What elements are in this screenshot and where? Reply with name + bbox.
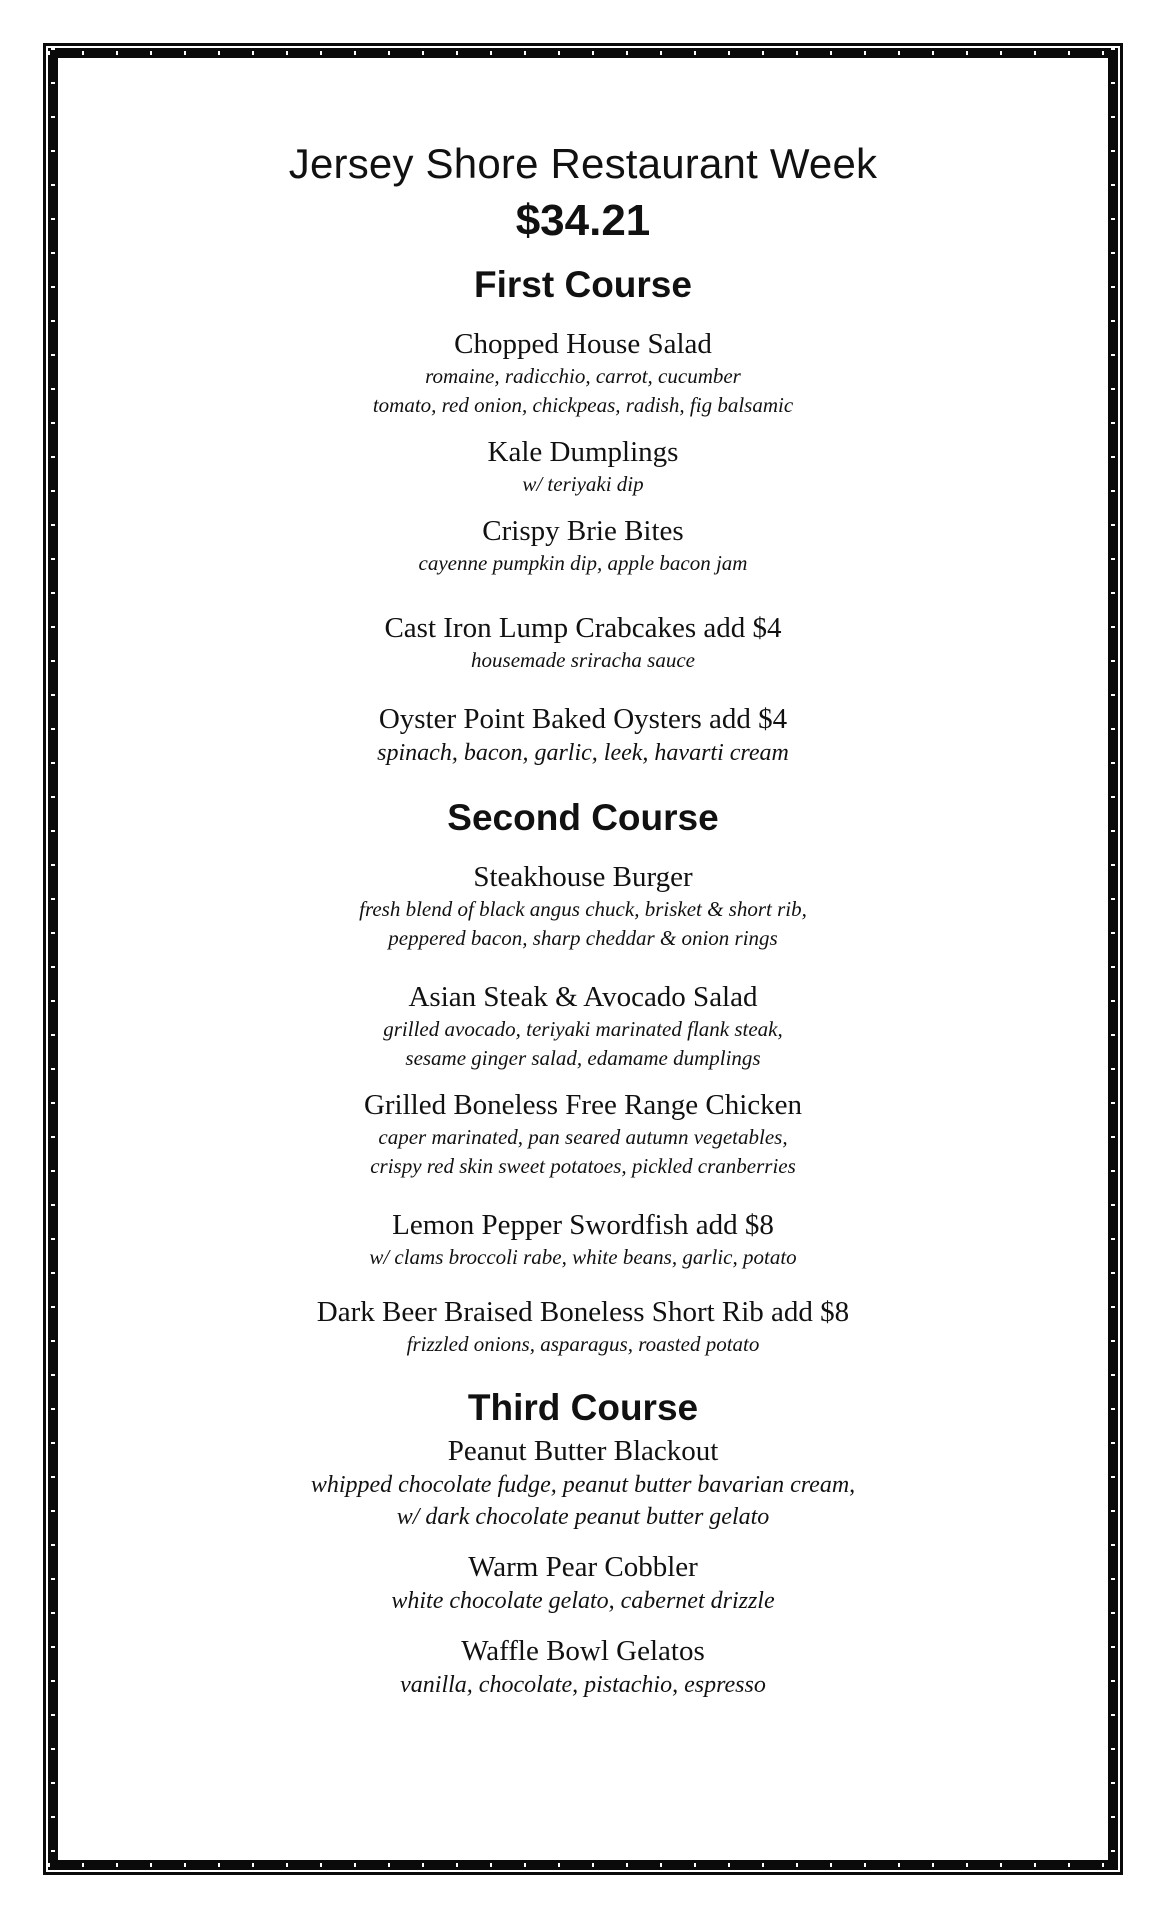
border-bottom-pattern <box>48 1863 1118 1867</box>
item-name: Dark Beer Braised Boneless Short Rib add $8 <box>316 1296 850 1328</box>
menu-item <box>58 979 1108 1073</box>
item-description: white chocolate gelato, cabernet drizzle <box>391 1588 775 1614</box>
item-description: grilled avocado, teriyaki marinated flank steak, <box>383 1017 783 1041</box>
course-title: Second Course <box>447 797 719 838</box>
item-name: Warm Pear Cobbler <box>468 1551 698 1583</box>
menu-item <box>58 859 1108 953</box>
menu-item <box>58 434 1108 499</box>
border-left-pattern <box>51 48 55 1870</box>
item-description: caper marinated, pan seared autumn vegetables, <box>378 1125 788 1149</box>
item-name: Asian Steak & Avocado Salad <box>408 981 758 1013</box>
item-description: romaine, radicchio, carrot, cucumber <box>425 364 741 388</box>
item-description: w/ clams broccoli rabe, white beans, garlic, potato <box>369 1245 797 1269</box>
item-name: Kale Dumplings <box>487 436 679 468</box>
menu-price: $34.21 <box>515 196 651 245</box>
second-course-section <box>58 797 1108 1359</box>
item-name: Crispy Brie Bites <box>482 515 684 547</box>
item-description: peppered bacon, sharp cheddar & onion rings <box>388 926 778 950</box>
course-title: Third Course <box>467 1387 699 1428</box>
item-name: Chopped House Salad <box>454 328 712 360</box>
item-description: w/ teriyaki dip <box>522 472 644 496</box>
menu-item <box>58 701 1108 769</box>
third-course-section <box>58 1387 1108 1701</box>
menu-item <box>58 326 1108 420</box>
menu-item <box>58 1087 1108 1181</box>
item-description: spinach, bacon, garlic, leek, havarti cream <box>377 740 789 766</box>
item-name: Peanut Butter Blackout <box>447 1435 719 1467</box>
item-description: tomato, red onion, chickpeas, radish, fig balsamic <box>372 393 794 417</box>
menu-item <box>58 1207 1108 1272</box>
menu-item <box>58 1549 1108 1617</box>
item-description: whipped chocolate fudge, peanut butter bavarian cream, <box>310 1472 856 1498</box>
item-name: Steakhouse Burger <box>473 861 693 893</box>
menu-item <box>58 513 1108 578</box>
item-description: cayenne pumpkin dip, apple bacon jam <box>418 551 748 575</box>
item-description: w/ dark chocolate peanut butter gelato <box>396 1504 770 1530</box>
item-name: Cast Iron Lump Crabcakes add $4 <box>384 612 782 644</box>
item-description: vanilla, chocolate, pistachio, espresso <box>400 1672 766 1698</box>
item-description: crispy red skin sweet potatoes, pickled cranberries <box>370 1154 796 1178</box>
border-top-pattern <box>48 51 1118 55</box>
menu-item <box>58 1294 1108 1359</box>
menu-item <box>58 1433 1108 1533</box>
menu-title: Jersey Shore Restaurant Week <box>288 140 878 187</box>
item-name: Grilled Boneless Free Range Chicken <box>363 1089 803 1121</box>
menu-content <box>58 140 1108 1701</box>
item-description: housemade sriracha sauce <box>471 648 695 672</box>
item-name: Waffle Bowl Gelatos <box>461 1635 705 1667</box>
course-title: First Course <box>474 264 692 305</box>
item-description: fresh blend of black angus chuck, brisket & short rib, <box>359 897 807 921</box>
item-description: frizzled onions, asparagus, roasted potato <box>406 1332 760 1356</box>
menu-item <box>58 610 1108 675</box>
item-description: sesame ginger salad, edamame dumplings <box>405 1046 761 1070</box>
border-right-pattern <box>1111 48 1115 1870</box>
item-name: Lemon Pepper Swordfish add $8 <box>392 1209 774 1241</box>
item-name: Oyster Point Baked Oysters add $4 <box>378 703 788 735</box>
menu-item <box>58 1633 1108 1701</box>
first-course-section <box>58 264 1108 769</box>
